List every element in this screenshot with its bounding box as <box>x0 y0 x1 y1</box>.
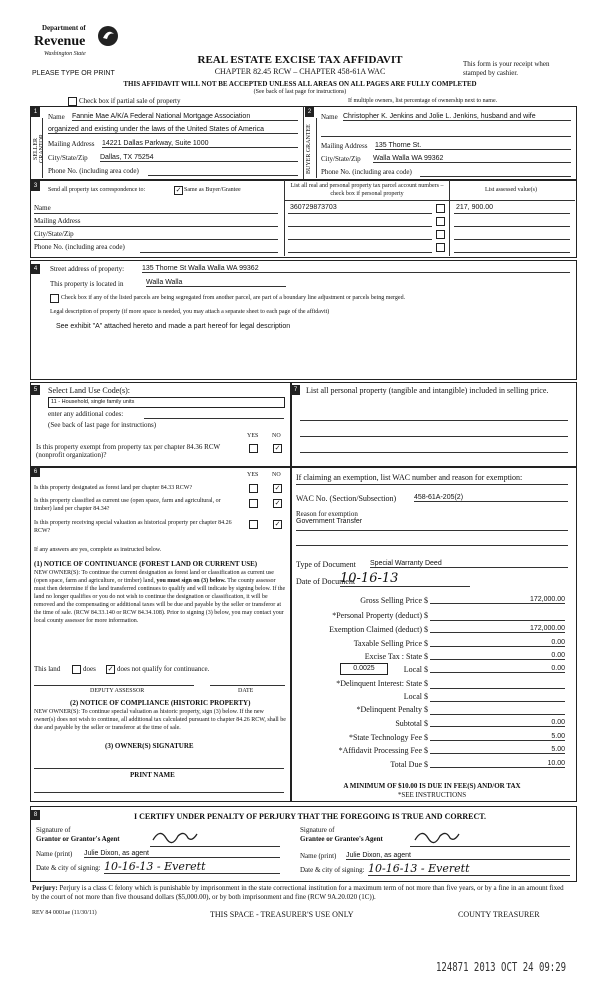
exempt-yes-checkbox[interactable] <box>249 444 258 453</box>
forest-section <box>30 466 292 802</box>
see-back-instructions: (See back of last page for instructions) <box>253 89 347 95</box>
deputy-assessor-label: DEPUTY ASSESSOR <box>90 688 145 694</box>
forest-question-1: Is this property designated as forest land per chapter 84.33 RCW? <box>34 485 193 491</box>
q1-no-checkbox[interactable]: ✓ <box>274 484 281 492</box>
corr-name-label: Name <box>34 204 51 212</box>
same-as-buyer-label: Same as Buyer/Grantee <box>184 187 241 193</box>
legal-description-field[interactable]: See exhibit "A" attached hereto and made a part hereof for legal description <box>56 323 291 330</box>
buyer-city-field[interactable]: Walla Walla WA 99362 <box>373 155 571 163</box>
grantor-date-label: Date & city of signing: <box>36 864 101 872</box>
grantee-signature[interactable] <box>412 826 462 846</box>
forest-no-header: NO <box>272 472 281 478</box>
land-use-select[interactable] <box>48 397 285 408</box>
total-due-label: Total Due $ <box>390 760 428 769</box>
owner-signature-label: (3) OWNER(S) SIGNATURE <box>105 742 194 750</box>
personal-deduct-field[interactable] <box>430 611 565 621</box>
answers-note: If any answers are yes, complete as instructed below. <box>34 547 162 553</box>
exemption-label: If claiming an exemption, list WAC number and reason for exemption: <box>296 473 523 482</box>
perjury-bold: Perjury: <box>32 884 58 892</box>
personal-deduct-label: *Personal Property (deduct) $ <box>332 611 428 620</box>
processing-fee-label: *Affidavit Processing Fee $ <box>338 746 428 755</box>
corr-city-label: City/State/Zip <box>34 230 74 238</box>
assessed-value-field[interactable]: 217, 900.00 <box>456 204 493 211</box>
wac-label: WAC No. (Section/Subsection) <box>296 494 397 503</box>
processing-fee-field[interactable]: 5.00 <box>430 746 565 754</box>
does-not-checkbox[interactable]: ✓ <box>107 665 114 673</box>
buyer-city-label: City/State/Zip <box>321 155 361 163</box>
same-as-buyer-checkbox[interactable]: ✓ <box>175 186 182 194</box>
excise-state-field[interactable]: 0.00 <box>430 652 565 660</box>
logo-department-text: Department of <box>42 24 86 32</box>
corr-address-label: Mailing Address <box>34 217 81 225</box>
section-number-1: 1 <box>31 107 40 117</box>
wac-field[interactable]: 458-61A-205(2) <box>414 494 568 502</box>
does-not-label: does not qualify for continuance. <box>117 665 210 673</box>
form-number: REV 84 0001ae (11/30/11) <box>32 910 97 916</box>
certify-statement: I CERTIFY UNDER PENALTY OF PERJURY THAT THE FOREGOING IS TRUE AND CORRECT. <box>133 812 486 821</box>
partial-sale-checkbox[interactable] <box>68 97 77 106</box>
seller-city-field[interactable]: Dallas, TX 75254 <box>100 154 298 162</box>
q2-yes-checkbox[interactable] <box>249 499 258 508</box>
deputy-date-label: DATE <box>238 688 254 694</box>
grantee-date-label: Date & city of signing: <box>300 866 365 874</box>
buyer-address-label: Mailing Address <box>321 142 368 150</box>
local-rate-box[interactable]: 0.0025 <box>340 663 388 675</box>
taxable-field[interactable]: 0.00 <box>430 639 565 647</box>
street-address-label: Street address of property: <box>50 265 125 273</box>
q2-no-checkbox[interactable]: ✓ <box>274 499 281 507</box>
legal-description-label: Legal description of property (if more space is needed, you may attach a separate sheet to each page of the affidavit) <box>50 309 330 315</box>
seller-name-label: Name <box>48 113 65 121</box>
value-header: List assessed value(s) <box>485 187 537 193</box>
does-label: does <box>83 665 96 673</box>
reason-label: Reason for exemption <box>296 510 358 518</box>
notice2-text: NEW OWNER(S): To continue special valuation as historic property, sign (3) below. If the new owner(s) does not wish to continue, all additional tax calculated pursuant to chapter 84.26 RCW, shall be due and payable by the seller or transferor at the time of sale. <box>34 709 286 731</box>
partial-sale-label: Check box if partial sale of property <box>79 97 181 105</box>
section-number-3: 3 <box>31 181 40 191</box>
street-address-field[interactable]: 135 Thorne St Walla Walla WA 99362 <box>142 265 570 273</box>
additional-codes-label: enter any additional codes: <box>48 410 124 418</box>
personal-property-checkbox-4[interactable] <box>436 243 445 252</box>
grantor-name-label: Name (print) <box>36 850 73 858</box>
does-checkbox[interactable] <box>72 665 81 674</box>
grantor-date-field[interactable]: 10-16-13 - Everett <box>104 860 280 874</box>
located-label: This property is located in <box>50 280 124 288</box>
form-chapter: CHAPTER 82.45 RCW – CHAPTER 458-61A WAC <box>214 67 386 76</box>
land-use-see-back: (See back of last page for instructions) <box>48 421 157 429</box>
forest-question-3: Is this property receiving special valuation as historical property per chapter 84.26 RCW? <box>34 520 232 534</box>
buyer-phone-label: Phone No. (including area code) <box>321 168 412 176</box>
doc-type-field[interactable]: Special Warranty Deed <box>370 560 568 568</box>
minimum-fee-note: A MINIMUM OF $10.00 IS DUE IN FEE(S) AND/OR TAX <box>343 782 521 790</box>
interest-local-label: Local $ <box>403 692 428 701</box>
section-number-4: 4 <box>31 264 40 274</box>
personal-property-checkbox-2[interactable] <box>436 217 445 226</box>
interest-state-label: *Delinquent Interest: State $ <box>336 679 428 688</box>
this-land-label: This land <box>34 665 61 673</box>
perjury-notice <box>32 884 572 902</box>
exemption-deduct-field[interactable]: 172,000.00 <box>430 625 565 633</box>
perjury-text: Perjury is a class C felony which is punishable by imprisonment in the state correctional institution for a maximum term of not more than five years, or by a fine in an amount fixed by the court of not more than five thousand dollars ($5,000.00), or by both imprisonment and fine (RCW 9A.20.020 (1C)). <box>32 884 564 901</box>
tech-fee-field[interactable]: 5.00 <box>430 733 565 741</box>
q1-yes-checkbox[interactable] <box>249 484 258 493</box>
notice1-bold: you must sign on (3) below. <box>156 578 226 584</box>
section-number-2: 2 <box>305 107 314 117</box>
gross-label: Gross Selling Price $ <box>360 596 428 605</box>
located-field[interactable]: Walla Walla <box>146 279 286 287</box>
receipt-stamp: 124871 2013 OCT 24 09:29 <box>436 961 567 975</box>
revenue-logo <box>32 24 132 64</box>
notice2-title: (2) NOTICE OF COMPLIANCE (HISTORIC PROPERTY) <box>70 699 251 707</box>
section-number-6: 6 <box>31 467 40 477</box>
tech-fee-label: *State Technology Fee $ <box>348 733 428 742</box>
logo-state-text: Washington State <box>44 51 86 57</box>
seller-name-line2[interactable]: organized and existing under the laws of the United States of America <box>48 126 298 134</box>
notice1-text-a: NEW OWNER(S): To continue the current designation as forest land or classification as current use (open space, farm and agriculture, or timber) land, <box>34 570 274 584</box>
grantee-name-label: Name (print) <box>300 852 337 860</box>
seller-name-field[interactable]: Fannie Mae A/K/A Federal National Mortgage Association <box>72 113 298 121</box>
notice1-body <box>34 569 286 625</box>
multiple-owners-note: If multiple owners, list percentage of ownership next to name. <box>348 98 498 104</box>
grantee-date-field[interactable]: 10-16-13 - Everett <box>368 862 570 876</box>
forest-question-2: Is this property classified as current use (open space, farm and agricultural, or timber) land per chapter 84.34? <box>34 498 221 512</box>
receipt-note: This form is your receipt when stamped by cashier. <box>463 60 550 77</box>
grantor-signature-label: Signature of <box>36 826 71 834</box>
grantor-name-field[interactable]: Julie Dixon, as agent <box>84 850 280 858</box>
exemption-deduct-label: Exemption Claimed (deduct) $ <box>329 625 428 634</box>
see-instructions-note: *SEE INSTRUCTIONS <box>397 791 467 799</box>
buyer-name-field[interactable]: Christopher K. Jenkins and Jolie L. Jenkins, husband and wife <box>343 113 571 121</box>
notice1-text-b: The county assessor must then determine if the land transferred continues to qualify and will indicate by signing below. If the land no longer qualifies or you do not wish to continue the designation or classification, it will be removed and the compensating or additional taxes will be due and payable by the seller or transferor at the time of sale. (RCW 84.33.140 or RCW 84.34.108). Prior to signing (3) below, you may contact your local county assessor for more information. <box>34 578 286 624</box>
logo-revenue-text: Revenue <box>34 34 86 49</box>
gross-field[interactable]: 172,000.00 <box>430 596 565 604</box>
seller-phone-label: Phone No. (including area code) <box>48 167 139 175</box>
reason-field[interactable]: Government Transfer <box>296 518 363 525</box>
personal-property-checkbox-3[interactable] <box>436 230 445 239</box>
form-title: REAL ESTATE EXCISE TAX AFFIDAVIT <box>197 54 403 66</box>
total-due-field[interactable]: 10.00 <box>430 760 565 768</box>
seller-side-label: SELLER GRANTOR <box>33 134 45 164</box>
subtotal-label: Subtotal $ <box>395 719 428 728</box>
personal-property-checkbox-1[interactable] <box>436 204 445 213</box>
excise-state-label: Excise Tax : State $ <box>364 652 428 661</box>
segregated-label: Check box if any of the listed parcels are being segregated from another parcel, are part of a boundary line adjustment or parcels being merged. <box>61 295 406 301</box>
corr-phone-label: Phone No. (including area code) <box>34 243 125 251</box>
personal-property-label: List all personal property (tangible and intangible) included in selling price. <box>306 386 549 395</box>
segregated-checkbox[interactable] <box>50 294 59 303</box>
doc-date-label: Date of Document <box>296 577 356 586</box>
exempt-question: Is this property exempt from property tax per chapter 84.36 RCW (nonprofit organization)? <box>36 443 220 459</box>
county-treasurer: COUNTY TREASURER <box>458 910 540 919</box>
section-number-7: 7 <box>291 385 300 395</box>
grantee-name-field[interactable]: Julie Dixon, as agent <box>346 852 570 860</box>
seller-city-label: City/State/Zip <box>48 154 88 162</box>
q3-no-checkbox[interactable]: ✓ <box>274 520 281 528</box>
excise-local-label: Local $ <box>403 665 428 674</box>
grantee-signature-label: Signature of <box>300 826 335 834</box>
print-name-label: PRINT NAME <box>130 771 175 779</box>
excise-local-field[interactable]: 0.00 <box>430 665 565 673</box>
penalty-label: *Delinquent Penalty $ <box>356 705 428 714</box>
land-use-selected-value: 11 - Household, single family units <box>51 399 135 405</box>
subtotal-field[interactable]: 0.00 <box>430 719 565 727</box>
buyer-side-label: BUYER GRANTEE <box>306 124 312 174</box>
land-use-no-header: NO <box>272 433 281 439</box>
exempt-no-checkbox[interactable]: ✓ <box>274 444 281 452</box>
parcel-number-field[interactable]: 360729873703 <box>290 204 337 211</box>
doc-date-field[interactable]: 10-16-13 <box>340 571 470 587</box>
buyer-address-field[interactable]: 135 Thorne St. <box>375 142 571 150</box>
grantor-signature[interactable] <box>150 826 200 846</box>
forest-yes-header: YES <box>247 472 259 478</box>
section-number-8: 8 <box>31 810 40 820</box>
q3-yes-checkbox[interactable] <box>249 520 258 529</box>
seller-address-label: Mailing Address <box>48 140 95 148</box>
taxable-label: Taxable Selling Price $ <box>353 639 428 648</box>
logo-swirl-icon <box>96 24 120 48</box>
land-use-yes-header: YES <box>247 433 259 439</box>
treasurer-use-only: THIS SPACE - TREASURER'S USE ONLY <box>210 910 354 919</box>
grantee-label: Grantee or Grantee's Agent <box>300 835 383 843</box>
land-use-label: Select Land Use Code(s): <box>48 386 130 395</box>
notice1-title: (1) NOTICE OF CONTINUANCE (FOREST LAND OR CURRENT USE) <box>34 560 258 568</box>
doc-type-label: Type of Document <box>296 560 356 569</box>
parcel-header: List all real and personal property tax parcel account numbers – check box if personal property <box>290 183 444 197</box>
buyer-name-label: Name <box>321 113 338 121</box>
type-or-print: PLEASE TYPE OR PRINT <box>32 70 115 77</box>
grantor-label: Grantor or Grantor's Agent <box>36 835 120 843</box>
completion-warning: THIS AFFIDAVIT WILL NOT BE ACCEPTED UNLESS ALL AREAS ON ALL PAGES ARE FULLY COMPLETED <box>123 80 477 88</box>
section-number-5: 5 <box>31 385 40 395</box>
correspondence-label: Send all property tax correspondence to: <box>48 187 146 193</box>
seller-address-field[interactable]: 14221 Dallas Parkway, Suite 1000 <box>102 140 298 148</box>
property-section <box>30 260 577 380</box>
